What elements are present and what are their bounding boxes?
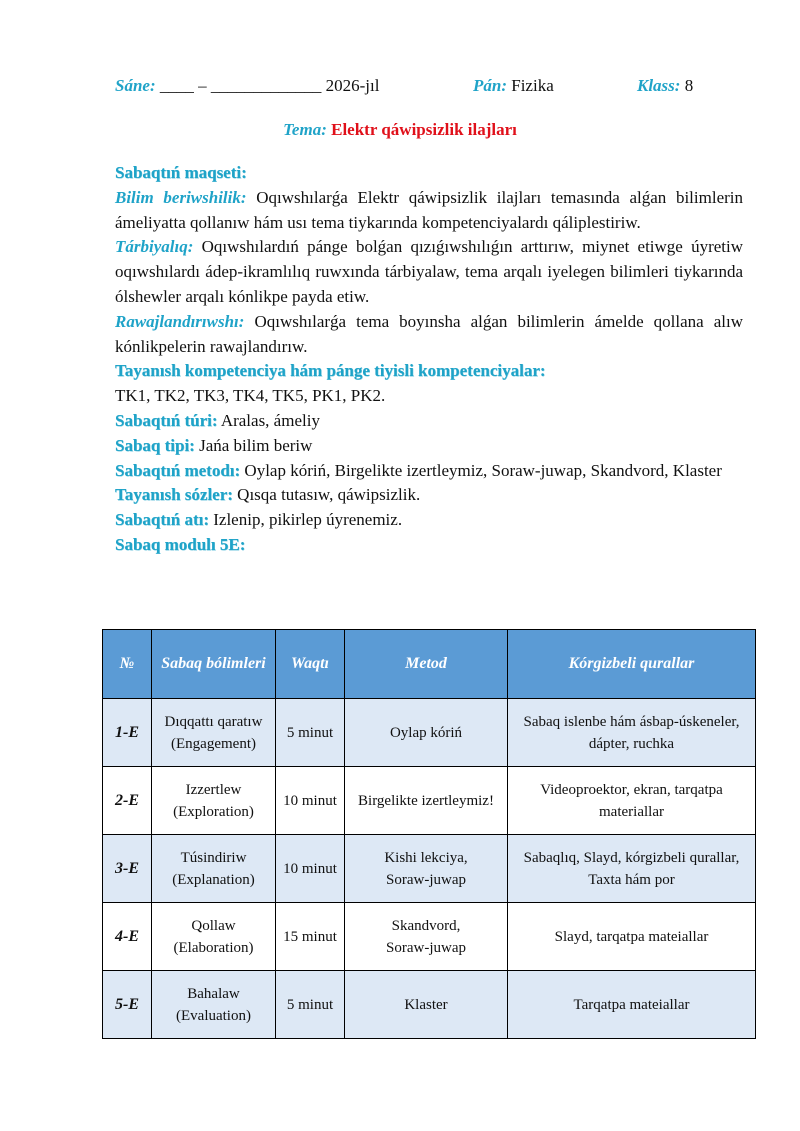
key-words	[115, 483, 743, 508]
table-row	[103, 903, 756, 971]
goals-heading: Sabaqtıń maqseti:	[115, 163, 247, 182]
lesson-name	[115, 508, 743, 533]
table-row	[103, 767, 756, 835]
lesson-plan-table	[102, 629, 756, 1039]
table-row	[103, 971, 756, 1039]
stage-tools: Tarqatpa mateiallar	[508, 971, 756, 1039]
upbringing-goal	[115, 235, 743, 309]
theme-label: Tema:	[283, 120, 327, 139]
upbringing-label: Tárbiyalıq:	[115, 237, 194, 257]
table-row	[103, 835, 756, 903]
date-label: Sáne:	[115, 76, 156, 95]
stage-method: Kishi lekciya, Soraw-juwap	[345, 835, 508, 903]
competencies-label: Tayanısh kompetenciya hám pánge tiyisli kompetenciyalar:	[115, 361, 546, 381]
theme-title: Elektr qáwipsizlik ilajları	[331, 120, 517, 139]
lesson-type	[115, 434, 743, 459]
lesson-type-label: Sabaq tipi:	[115, 435, 195, 455]
education-goal	[115, 186, 743, 236]
upbringing-text: Oqıwshılardıń pánge bolǵan qızıǵıwshılıǵın arttırıw, miynet etiwge úyretiw oqıwshılardı ádep-ikramlılıq ruwxında tárbiyalaw, tema arqalı iyelegen bilimleri tiykarında ólshewler arqalı kónlikpe payda etiw.	[115, 237, 743, 306]
stage-number: 4-E	[103, 903, 152, 971]
subject-line	[473, 76, 554, 96]
key-words-value: Qısqa tutasıw, qáwipsizlik.	[237, 485, 421, 505]
development-label: Rawajlandırıwshı:	[115, 311, 245, 331]
stage-number: 3-E	[103, 835, 152, 903]
stage-method: Oylap kóriń	[345, 699, 508, 767]
stage-tools: Sabaq islenbe hám ásbap-úskeneler, dápter, ruchka	[508, 699, 756, 767]
stage-tools: Slayd, tarqatpa mateiallar	[508, 903, 756, 971]
subject-label: Pán:	[473, 76, 507, 95]
education-text: Oqıwshılarǵa Elektr qáwipsizlik ilajları temasında alǵan bilimlerin ámeliyatta qollanıw hám usı tema tiykarında kompetenciyalardı qáliplestiriw.	[115, 187, 743, 232]
stage-time: 10 minut	[276, 835, 345, 903]
stage-time: 5 minut	[276, 971, 345, 1039]
development-goal	[115, 310, 743, 360]
class-value: 8	[684, 76, 694, 95]
stage-name: Izzertlew (Exploration)	[152, 767, 276, 835]
lesson-kind-value: Aralas, ámeliy	[220, 410, 320, 430]
methods-label: Sabaqtıń metodı:	[115, 460, 241, 480]
stage-name: Túsindiriw (Explanation)	[152, 835, 276, 903]
stage-name: Dıqqattı qaratıw (Engagement)	[152, 699, 276, 767]
stage-method: Klaster	[345, 971, 508, 1039]
class-line	[637, 76, 693, 96]
stage-number: 5-E	[103, 971, 152, 1039]
lesson-description	[115, 161, 743, 558]
stage-method: Birgelikte izertleymiz!	[345, 767, 508, 835]
stage-time: 5 minut	[276, 699, 345, 767]
lesson-kind-label: Sabaqtıń túri:	[115, 410, 218, 430]
lesson-kind	[115, 409, 743, 434]
date-value: ____ – _____________ 2026-jıl	[159, 76, 380, 95]
col-header-number: №	[103, 630, 152, 699]
methods-value: Oylap kóriń, Birgelikte izertleymiz, Soraw-juwap, Skandvord, Klaster	[244, 460, 722, 480]
table-row	[103, 699, 756, 767]
header-row	[115, 76, 755, 100]
col-header-method: Metod	[345, 630, 508, 699]
development-text: Oqıwshılarǵa tema boyınsha alǵan bilimlerin ámelde qollana alıw kónlikpelerin rawajlandırıw.	[115, 311, 744, 356]
stage-number: 2-E	[103, 767, 152, 835]
table-header-row	[103, 630, 756, 699]
date-line	[115, 76, 379, 96]
methods	[115, 459, 743, 484]
stage-time: 10 minut	[276, 767, 345, 835]
lesson-name-value: Izlenip, pikirlep úyrenemiz.	[213, 510, 403, 530]
stage-tools: Videoproektor, ekran, tarqatpa materiallar	[508, 767, 756, 835]
col-header-tools: Kórgizbeli qurallar	[508, 630, 756, 699]
key-words-label: Tayanısh sózler:	[115, 485, 233, 505]
stage-time: 15 minut	[276, 903, 345, 971]
class-label: Klass:	[637, 76, 681, 95]
stage-tools: Sabaqlıq, Slayd, kórgizbeli qurallar, Taxta hám por	[508, 835, 756, 903]
stage-method: Skandvord, Soraw-juwap	[345, 903, 508, 971]
education-label: Bilim beriwshilik:	[115, 187, 247, 207]
lesson-type-value: Jańa bilim beriw	[199, 435, 313, 455]
col-header-lesson-part: Sabaq bólimleri	[152, 630, 276, 699]
stage-name: Bahalaw (Evaluation)	[152, 971, 276, 1039]
col-header-time: Waqtı	[276, 630, 345, 699]
competencies-value: TK1, TK2, TK3, TK4, TK5, PK1, PK2.	[115, 386, 386, 406]
stage-name: Qollaw (Elaboration)	[152, 903, 276, 971]
lesson-name-label: Sabaqtıń atı:	[115, 510, 209, 530]
stage-number: 1-E	[103, 699, 152, 767]
subject-value: Fizika	[511, 76, 554, 95]
module-label: Sabaq modulı 5E:	[115, 534, 246, 554]
theme-line	[0, 120, 800, 140]
